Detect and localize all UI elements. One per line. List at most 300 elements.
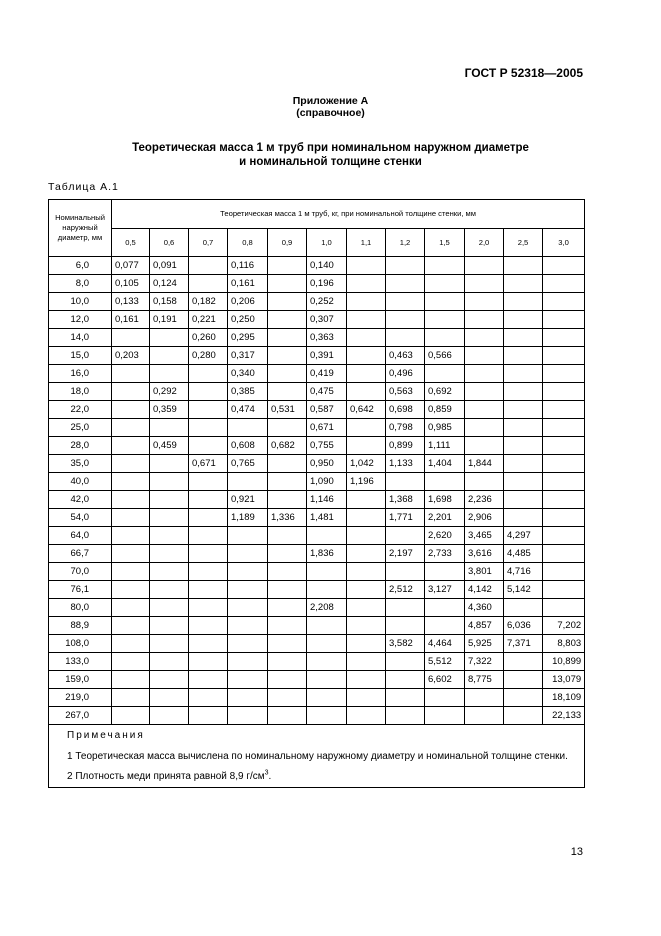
diameter-cell: 88,9	[49, 617, 112, 635]
mass-cell: 0,859	[425, 401, 465, 419]
mass-cell	[347, 563, 386, 581]
mass-cell: 0,692	[425, 383, 465, 401]
mass-cell	[504, 401, 543, 419]
mass-cell	[228, 671, 268, 689]
mass-header: Теоретическая масса 1 м труб, кг, при номинальной толщине стенки, мм	[112, 200, 585, 229]
mass-cell	[347, 383, 386, 401]
diameter-cell: 12,0	[49, 311, 112, 329]
mass-cell	[543, 257, 585, 275]
mass-cell	[386, 311, 425, 329]
table-row	[49, 347, 585, 365]
mass-cell: 0,587	[307, 401, 347, 419]
mass-cell: 0,133	[112, 293, 150, 311]
mass-cell	[228, 581, 268, 599]
mass-cell	[543, 365, 585, 383]
document-code: ГОСТ Р 52318—2005	[464, 66, 583, 80]
mass-cell: 0,475	[307, 383, 347, 401]
note-1: 1 Теоретическая масса вычислена по номинальному наружному диаметру и номинальной толщине стенки.	[67, 751, 568, 762]
table-row	[49, 671, 585, 689]
mass-cell: 0,698	[386, 401, 425, 419]
mass-cell	[543, 455, 585, 473]
mass-cell	[386, 599, 425, 617]
mass-cell: 0,317	[228, 347, 268, 365]
mass-cell	[465, 329, 504, 347]
mass-cell	[150, 473, 189, 491]
mass-cell: 0,252	[307, 293, 347, 311]
mass-cell: 2,512	[386, 581, 425, 599]
mass-cell	[112, 707, 150, 725]
mass-cell	[465, 401, 504, 419]
mass-cell	[465, 293, 504, 311]
mass-cell	[425, 689, 465, 707]
mass-cell	[504, 311, 543, 329]
mass-cell	[504, 329, 543, 347]
mass-cell	[465, 419, 504, 437]
mass-cell	[150, 347, 189, 365]
mass-cell	[386, 689, 425, 707]
mass-cell	[112, 635, 150, 653]
mass-cell	[268, 527, 307, 545]
mass-cell	[504, 275, 543, 293]
mass-cell	[425, 563, 465, 581]
mass-cell	[347, 653, 386, 671]
mass-cell	[504, 257, 543, 275]
table-row	[49, 401, 585, 419]
mass-cell	[268, 689, 307, 707]
mass-cell	[112, 437, 150, 455]
table-row	[49, 707, 585, 725]
mass-cell	[543, 329, 585, 347]
diameter-cell: 80,0	[49, 599, 112, 617]
mass-cell	[465, 311, 504, 329]
mass-cell	[386, 671, 425, 689]
mass-cell	[425, 707, 465, 725]
thickness-col-header: 1,0	[307, 229, 347, 257]
mass-cell: 0,124	[150, 275, 189, 293]
mass-cell	[268, 581, 307, 599]
mass-cell	[347, 491, 386, 509]
thickness-col-header: 2,0	[465, 229, 504, 257]
mass-cell	[347, 689, 386, 707]
mass-cell: 0,608	[228, 437, 268, 455]
mass-cell	[504, 653, 543, 671]
thickness-col-header: 0,5	[112, 229, 150, 257]
mass-cell	[228, 653, 268, 671]
mass-cell: 8,775	[465, 671, 504, 689]
mass-cell: 0,203	[112, 347, 150, 365]
mass-cell	[268, 293, 307, 311]
mass-cell	[112, 545, 150, 563]
note-2-end: .	[268, 771, 272, 782]
mass-cell	[150, 491, 189, 509]
mass-cell: 0,221	[189, 311, 228, 329]
mass-cell: 0,307	[307, 311, 347, 329]
mass-cell: 0,091	[150, 257, 189, 275]
mass-cell: 6,036	[504, 617, 543, 635]
mass-cell: 1,133	[386, 455, 425, 473]
mass-cell: 13,079	[543, 671, 585, 689]
mass-cell	[268, 383, 307, 401]
note-2-superscript: 3	[264, 769, 269, 777]
mass-cell	[228, 707, 268, 725]
thickness-col-header: 0,6	[150, 229, 189, 257]
mass-cell	[425, 617, 465, 635]
table-row	[49, 257, 585, 275]
mass-cell	[425, 329, 465, 347]
mass-cell	[112, 419, 150, 437]
mass-cell	[112, 653, 150, 671]
table-row	[49, 617, 585, 635]
mass-cell: 0,419	[307, 365, 347, 383]
mass-cell	[543, 275, 585, 293]
mass-cell	[112, 401, 150, 419]
mass-cell: 0,642	[347, 401, 386, 419]
thickness-col-header: 0,7	[189, 229, 228, 257]
mass-cell: 0,671	[307, 419, 347, 437]
diameter-cell: 8,0	[49, 275, 112, 293]
title-line-1: Теоретическая масса 1 м труб при номинальном наружном диаметре	[132, 142, 529, 154]
mass-cell	[150, 455, 189, 473]
mass-cell: 3,465	[465, 527, 504, 545]
mass-cell	[425, 473, 465, 491]
table-row	[49, 455, 585, 473]
mass-cell: 0,340	[228, 365, 268, 383]
mass-cell	[347, 527, 386, 545]
diameter-header: Номинальный наружный диаметр, мм	[49, 200, 112, 257]
mass-cell	[189, 383, 228, 401]
mass-cell	[112, 329, 150, 347]
table-row	[49, 599, 585, 617]
mass-cell	[150, 671, 189, 689]
mass-cell	[504, 689, 543, 707]
mass-cell: 1,111	[425, 437, 465, 455]
mass-cell: 3,127	[425, 581, 465, 599]
mass-cell: 0,077	[112, 257, 150, 275]
mass-cell	[268, 275, 307, 293]
mass-cell	[112, 509, 150, 527]
mass-cell: 2,906	[465, 509, 504, 527]
mass-cell	[347, 437, 386, 455]
mass-cell	[150, 581, 189, 599]
diameter-cell: 10,0	[49, 293, 112, 311]
page-number: 13	[570, 846, 583, 858]
mass-cell: 0,161	[228, 275, 268, 293]
mass-cell	[112, 527, 150, 545]
mass-cell	[150, 653, 189, 671]
mass-cell: 1,404	[425, 455, 465, 473]
thickness-col-header: 1,1	[347, 229, 386, 257]
mass-cell	[307, 653, 347, 671]
mass-cell	[543, 401, 585, 419]
mass-cell	[504, 707, 543, 725]
mass-cell	[268, 491, 307, 509]
diameter-cell: 54,0	[49, 509, 112, 527]
diameter-cell: 25,0	[49, 419, 112, 437]
mass-cell: 3,801	[465, 563, 504, 581]
mass-cell	[268, 473, 307, 491]
mass-cell: 0,755	[307, 437, 347, 455]
annex-heading	[0, 95, 661, 119]
table-row	[49, 563, 585, 581]
mass-cell	[228, 419, 268, 437]
table-row	[49, 689, 585, 707]
mass-cell: 2,620	[425, 527, 465, 545]
mass-cell	[425, 365, 465, 383]
mass-cell	[504, 347, 543, 365]
mass-cell	[189, 653, 228, 671]
diameter-cell: 159,0	[49, 671, 112, 689]
mass-cell: 1,698	[425, 491, 465, 509]
mass-cell	[189, 563, 228, 581]
mass-cell	[425, 311, 465, 329]
mass-cell	[425, 275, 465, 293]
mass-cell	[307, 635, 347, 653]
mass-cell: 0,359	[150, 401, 189, 419]
table-row	[49, 419, 585, 437]
mass-cell	[150, 563, 189, 581]
mass-cell: 1,146	[307, 491, 347, 509]
title-line-2: и номинальной толщине стенки	[239, 156, 422, 168]
mass-cell	[543, 509, 585, 527]
table-row	[49, 311, 585, 329]
mass-cell	[228, 617, 268, 635]
diameter-cell: 42,0	[49, 491, 112, 509]
mass-cell	[268, 365, 307, 383]
mass-cell	[504, 419, 543, 437]
mass-cell	[425, 599, 465, 617]
diameter-cell: 35,0	[49, 455, 112, 473]
mass-cell: 4,857	[465, 617, 504, 635]
mass-table	[48, 199, 585, 788]
thickness-col-header: 0,8	[228, 229, 268, 257]
thickness-col-header: 1,5	[425, 229, 465, 257]
mass-cell: 0,295	[228, 329, 268, 347]
mass-cell	[425, 293, 465, 311]
table-row	[49, 473, 585, 491]
mass-cell	[150, 599, 189, 617]
mass-cell	[189, 401, 228, 419]
mass-cell	[189, 365, 228, 383]
diameter-cell: 18,0	[49, 383, 112, 401]
mass-cell	[504, 473, 543, 491]
mass-cell	[112, 599, 150, 617]
mass-cell: 0,196	[307, 275, 347, 293]
mass-cell	[150, 545, 189, 563]
mass-cell: 0,985	[425, 419, 465, 437]
mass-cell	[189, 527, 228, 545]
table-row	[49, 275, 585, 293]
diameter-cell: 76,1	[49, 581, 112, 599]
table-row	[49, 329, 585, 347]
mass-cell: 5,925	[465, 635, 504, 653]
mass-cell	[228, 635, 268, 653]
diameter-cell: 15,0	[49, 347, 112, 365]
mass-cell	[228, 473, 268, 491]
mass-cell: 0,463	[386, 347, 425, 365]
mass-cell	[307, 707, 347, 725]
mass-cell	[543, 383, 585, 401]
mass-cell	[504, 437, 543, 455]
mass-cell	[189, 599, 228, 617]
mass-cell: 22,133	[543, 707, 585, 725]
mass-cell	[386, 293, 425, 311]
mass-cell: 0,671	[189, 455, 228, 473]
mass-cell	[189, 437, 228, 455]
mass-cell: 5,142	[504, 581, 543, 599]
mass-cell	[150, 527, 189, 545]
mass-cell	[347, 419, 386, 437]
mass-cell	[543, 581, 585, 599]
mass-cell: 8,803	[543, 635, 585, 653]
thickness-col-header: 1,2	[386, 229, 425, 257]
mass-cell: 0,250	[228, 311, 268, 329]
mass-cell	[268, 347, 307, 365]
mass-cell: 1,042	[347, 455, 386, 473]
mass-cell: 0,459	[150, 437, 189, 455]
mass-cell: 4,360	[465, 599, 504, 617]
diameter-cell: 108,0	[49, 635, 112, 653]
thickness-col-header: 0,9	[268, 229, 307, 257]
mass-cell	[425, 257, 465, 275]
mass-cell: 1,090	[307, 473, 347, 491]
mass-cell	[150, 365, 189, 383]
mass-cell: 6,602	[425, 671, 465, 689]
table-row	[49, 509, 585, 527]
mass-cell: 0,140	[307, 257, 347, 275]
mass-cell: 1,771	[386, 509, 425, 527]
mass-cell	[228, 599, 268, 617]
mass-cell: 2,201	[425, 509, 465, 527]
mass-cell: 0,496	[386, 365, 425, 383]
mass-cell: 0,116	[228, 257, 268, 275]
mass-cell	[112, 671, 150, 689]
mass-cell	[112, 383, 150, 401]
diameter-cell: 22,0	[49, 401, 112, 419]
mass-cell	[465, 347, 504, 365]
mass-cell	[112, 455, 150, 473]
mass-cell	[543, 545, 585, 563]
mass-cell	[307, 527, 347, 545]
mass-cell	[228, 527, 268, 545]
mass-cell: 2,208	[307, 599, 347, 617]
mass-cell	[268, 653, 307, 671]
mass-cell	[543, 347, 585, 365]
table-row	[49, 635, 585, 653]
thickness-col-header: 2,5	[504, 229, 543, 257]
mass-cell	[465, 473, 504, 491]
mass-cell	[386, 653, 425, 671]
table-row	[49, 653, 585, 671]
mass-cell: 2,197	[386, 545, 425, 563]
mass-cell	[543, 437, 585, 455]
thickness-col-header: 3,0	[543, 229, 585, 257]
diameter-cell: 40,0	[49, 473, 112, 491]
mass-cell: 1,196	[347, 473, 386, 491]
mass-cell	[543, 293, 585, 311]
mass-cell: 1,189	[228, 509, 268, 527]
mass-cell	[112, 473, 150, 491]
mass-cell	[543, 599, 585, 617]
mass-cell	[268, 671, 307, 689]
mass-cell	[189, 689, 228, 707]
diameter-cell: 70,0	[49, 563, 112, 581]
table-row	[49, 383, 585, 401]
table-row	[49, 365, 585, 383]
mass-cell	[228, 545, 268, 563]
diameter-cell: 6,0	[49, 257, 112, 275]
mass-cell	[268, 311, 307, 329]
mass-cell	[112, 617, 150, 635]
mass-cell	[347, 509, 386, 527]
mass-cell: 1,336	[268, 509, 307, 527]
mass-cell	[307, 581, 347, 599]
mass-cell: 0,798	[386, 419, 425, 437]
mass-cell	[386, 527, 425, 545]
mass-cell	[386, 329, 425, 347]
table-row	[49, 581, 585, 599]
note-2	[67, 770, 572, 783]
mass-cell: 0,899	[386, 437, 425, 455]
mass-cell	[228, 563, 268, 581]
mass-cell	[150, 635, 189, 653]
mass-cell: 0,765	[228, 455, 268, 473]
mass-cell	[543, 473, 585, 491]
mass-cell	[347, 311, 386, 329]
mass-cell	[268, 329, 307, 347]
thickness-header-row	[49, 229, 585, 257]
mass-cell: 0,682	[268, 437, 307, 455]
mass-cell	[268, 599, 307, 617]
mass-cell: 4,142	[465, 581, 504, 599]
table-label: Таблица А.1	[48, 181, 119, 193]
mass-cell	[189, 473, 228, 491]
mass-cell	[543, 491, 585, 509]
mass-cell: 4,716	[504, 563, 543, 581]
mass-cell	[465, 689, 504, 707]
mass-cell	[150, 419, 189, 437]
mass-cell: 0,158	[150, 293, 189, 311]
table-row	[49, 293, 585, 311]
mass-cell: 7,202	[543, 617, 585, 635]
mass-cell	[543, 563, 585, 581]
diameter-cell: 66,7	[49, 545, 112, 563]
mass-cell: 0,950	[307, 455, 347, 473]
mass-cell	[150, 329, 189, 347]
mass-cell: 4,297	[504, 527, 543, 545]
mass-cell: 0,363	[307, 329, 347, 347]
mass-cell	[504, 365, 543, 383]
mass-cell	[543, 311, 585, 329]
mass-cell: 4,485	[504, 545, 543, 563]
mass-cell: 7,322	[465, 653, 504, 671]
mass-cell	[347, 347, 386, 365]
mass-cell	[307, 563, 347, 581]
diameter-cell: 267,0	[49, 707, 112, 725]
mass-cell: 0,280	[189, 347, 228, 365]
table-row	[49, 527, 585, 545]
mass-cell: 2,236	[465, 491, 504, 509]
mass-cell: 0,260	[189, 329, 228, 347]
mass-cell	[189, 257, 228, 275]
diameter-cell: 219,0	[49, 689, 112, 707]
mass-cell	[347, 617, 386, 635]
mass-cell	[189, 617, 228, 635]
mass-cell	[347, 293, 386, 311]
mass-cell: 3,616	[465, 545, 504, 563]
mass-cell	[150, 509, 189, 527]
mass-cell	[189, 491, 228, 509]
mass-cell	[465, 437, 504, 455]
